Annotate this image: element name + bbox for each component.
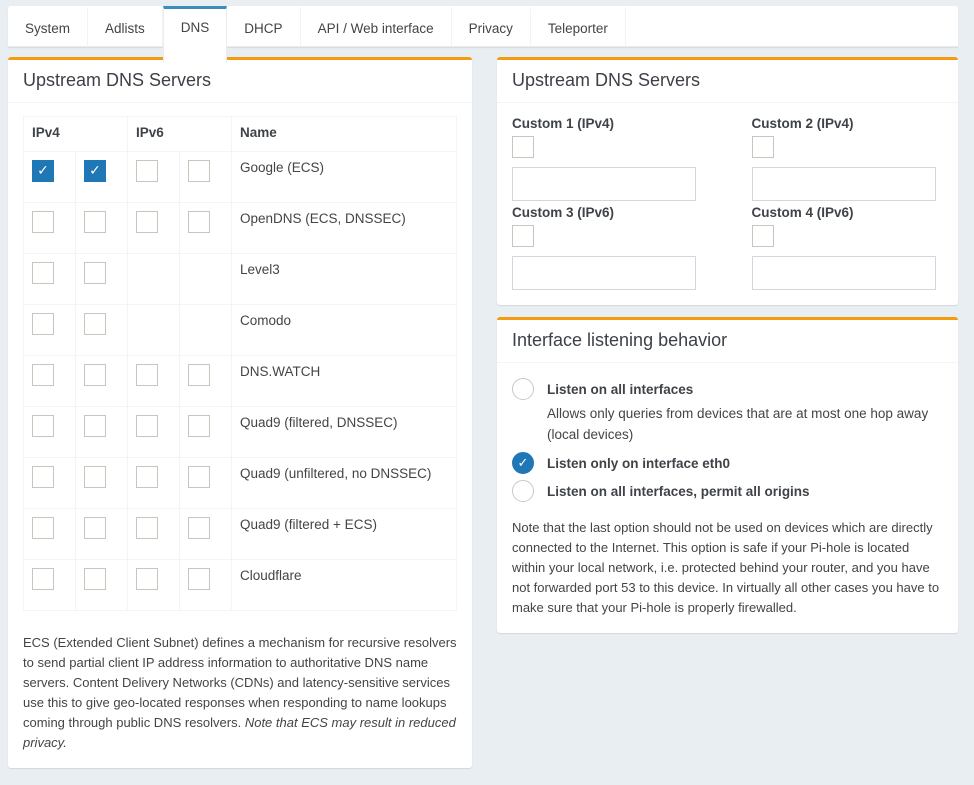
tab-api-web-interface[interactable] [301, 6, 452, 47]
ipv4-checkbox[interactable] [84, 262, 106, 284]
upstream-dns-table [23, 116, 457, 611]
table-header-row [24, 117, 457, 152]
ipv6-checkbox[interactable] [188, 211, 210, 233]
ipv6-checkbox[interactable] [136, 364, 158, 386]
tab-dhcp[interactable] [227, 6, 300, 47]
panel-header [8, 60, 472, 103]
custom-enable-checkbox[interactable] [512, 225, 534, 247]
tab-label: DHCP [244, 20, 283, 36]
checkbox-cell [128, 305, 180, 356]
custom-dns-input[interactable] [512, 167, 696, 201]
ipv6-checkbox[interactable] [136, 415, 158, 437]
checkbox-cell [24, 305, 76, 356]
option-label: Listen on all interfaces, permit all origins [547, 483, 810, 499]
custom-dns-field-4 [752, 205, 944, 290]
checkbox-cell [76, 254, 128, 305]
custom-dns-input[interactable] [752, 256, 936, 290]
checkbox-cell [180, 458, 232, 509]
ipv4-checkbox[interactable] [84, 313, 106, 335]
tab-label: System [25, 20, 71, 36]
checkbox-cell [24, 356, 76, 407]
checkbox-cell [128, 407, 180, 458]
ipv4-checkbox[interactable] [84, 364, 106, 386]
custom-field-label: Custom 3 (IPv6) [512, 205, 615, 220]
ipv4-checkbox[interactable] [32, 211, 54, 233]
checkbox-cell [76, 356, 128, 407]
custom-dns-input[interactable] [512, 256, 696, 290]
dns-server-row [24, 254, 457, 305]
ipv4-checkbox[interactable] [32, 364, 54, 386]
ipv6-checkbox[interactable] [188, 517, 210, 539]
settings-tab-bar [8, 6, 958, 47]
dns-server-row [24, 152, 457, 203]
checkbox-cell [180, 254, 232, 305]
tab-adlists[interactable] [88, 6, 163, 47]
tab-label: Privacy [468, 20, 513, 36]
checkbox-cell [24, 203, 76, 254]
dns-server-name: Comodo [232, 305, 457, 356]
ipv4-checkbox[interactable] [32, 160, 54, 182]
checkbox-cell [76, 152, 128, 203]
ipv6-checkbox[interactable] [188, 415, 210, 437]
option-label: Listen on all interfaces [547, 381, 694, 397]
ipv4-checkbox[interactable] [32, 415, 54, 437]
col-header-ipv4: IPv4 [24, 117, 128, 152]
checkbox-cell [24, 254, 76, 305]
ipv6-checkbox[interactable] [188, 160, 210, 182]
interface-warning-note: Note that the last option should not be used on devices which are directly connected to the Internet. This option is safe if your Pi-hole is located within your local network, i.e. protected behind your router, and you have not forwarded port 53 to this device. In virtually all other cases you have to make sure that your Pi-hole is properly firewalled. [512, 520, 940, 615]
dns-server-name: OpenDNS (ECS, DNSSEC) [232, 203, 457, 254]
tab-label: Teleporter [547, 20, 608, 36]
dns-server-name: Quad9 (filtered, DNSSEC) [232, 407, 457, 458]
ipv4-checkbox[interactable] [84, 568, 106, 590]
custom-dns-field-1 [512, 116, 704, 201]
dns-server-row [24, 458, 457, 509]
checkbox-cell [24, 458, 76, 509]
ipv6-checkbox[interactable] [136, 466, 158, 488]
dns-server-row [24, 407, 457, 458]
checkbox-cell [128, 203, 180, 254]
checkbox-cell [24, 509, 76, 560]
listening-option-listen-only-on-interface-eth0 [512, 452, 943, 474]
ipv4-checkbox[interactable] [32, 517, 54, 539]
dns-server-name: Quad9 (unfiltered, no DNSSEC) [232, 458, 457, 509]
ipv6-checkbox[interactable] [136, 211, 158, 233]
custom-dns-input[interactable] [752, 167, 936, 201]
custom-dns-field-2 [752, 116, 944, 201]
option-label: Listen only on interface eth0 [547, 455, 731, 471]
checkbox-cell [128, 560, 180, 611]
ipv4-checkbox[interactable] [32, 568, 54, 590]
ipv4-checkbox[interactable] [84, 517, 106, 539]
checkbox-cell [128, 509, 180, 560]
checkbox-cell [180, 356, 232, 407]
checkbox-cell [180, 509, 232, 560]
checkbox-cell [24, 560, 76, 611]
ecs-privacy-note: Note that ECS may result in reduced privacy. [23, 715, 456, 750]
dns-server-name: Google (ECS) [232, 152, 457, 203]
custom-dns-field-3 [512, 205, 704, 290]
upstream-dns-table-panel [8, 57, 472, 768]
ipv4-checkbox[interactable] [84, 466, 106, 488]
custom-enable-checkbox[interactable] [752, 225, 774, 247]
ipv4-checkbox[interactable] [32, 313, 54, 335]
tab-system[interactable] [8, 6, 88, 47]
ipv4-checkbox[interactable] [32, 262, 54, 284]
dns-server-name: DNS.WATCH [232, 356, 457, 407]
ipv6-checkbox[interactable] [188, 364, 210, 386]
dns-server-row [24, 560, 457, 611]
custom-enable-checkbox[interactable] [512, 136, 534, 158]
dns-server-row [24, 203, 457, 254]
custom-dns-panel [497, 57, 958, 305]
checkbox-cell [180, 407, 232, 458]
panel-title: Upstream DNS Servers [23, 70, 212, 90]
panel-title: Interface listening behavior [512, 330, 728, 350]
dns-server-row [24, 356, 457, 407]
checkbox-cell [76, 509, 128, 560]
option-description: Allows only queries from devices that are at most one hop away (local devices) [547, 406, 929, 442]
dns-server-name: Cloudflare [232, 560, 457, 611]
ipv4-checkbox[interactable] [84, 211, 106, 233]
listening-option-listen-on-all-interfaces [512, 378, 943, 400]
dns-server-name: Level3 [232, 254, 457, 305]
panel-title: Upstream DNS Servers [512, 70, 701, 90]
tab-privacy[interactable] [452, 6, 531, 47]
custom-field-label: Custom 1 (IPv4) [512, 116, 615, 131]
checkbox-cell [76, 458, 128, 509]
checkbox-cell [128, 254, 180, 305]
checkbox-cell [180, 560, 232, 611]
checkbox-cell [128, 356, 180, 407]
checkbox-cell [76, 407, 128, 458]
dns-server-row [24, 509, 457, 560]
radio-button[interactable] [512, 378, 534, 400]
checkbox-cell [128, 458, 180, 509]
radio-button[interactable] [512, 480, 534, 502]
ipv4-checkbox[interactable] [32, 466, 54, 488]
listening-option-listen-on-all-interfaces-permit-all-origins [512, 480, 943, 502]
ipv4-checkbox[interactable] [84, 160, 106, 182]
ipv6-checkbox[interactable] [136, 568, 158, 590]
tab-label: API / Web interface [317, 20, 434, 36]
ipv6-checkbox[interactable] [188, 466, 210, 488]
checkbox-cell [76, 305, 128, 356]
checkbox-cell [180, 152, 232, 203]
tab-teleporter[interactable] [531, 6, 626, 47]
tab-label: Adlists [105, 20, 145, 36]
tab-dns[interactable] [163, 6, 228, 63]
ecs-explanation-text: ECS (Extended Client Subnet) defines a mechanism for recursive resolvers to send partial client IP address information to authoritative DNS name servers. Content Delivery Networks (CDNs) and latency-sensitive services use this to give geo-located responses when responding to name lookups coming through public DNS resolvers. [23, 635, 457, 730]
dns-server-row [24, 305, 457, 356]
ipv6-checkbox[interactable] [136, 160, 158, 182]
radio-button[interactable] [512, 452, 534, 474]
col-header-name: Name [232, 117, 457, 152]
settings-columns [8, 57, 958, 780]
checkbox-cell [180, 305, 232, 356]
checkbox-cell [76, 203, 128, 254]
interface-listening-panel [497, 317, 958, 633]
custom-enable-checkbox[interactable] [752, 136, 774, 158]
panel-header [497, 60, 958, 103]
checkbox-cell [180, 203, 232, 254]
tab-label: DNS [180, 20, 210, 35]
custom-field-label: Custom 2 (IPv4) [751, 116, 854, 131]
checkbox-cell [24, 152, 76, 203]
ipv6-checkbox[interactable] [188, 568, 210, 590]
panel-header [497, 320, 958, 363]
checkbox-cell [128, 152, 180, 203]
custom-field-label: Custom 4 (IPv6) [751, 205, 854, 220]
ecs-explanation [23, 633, 457, 753]
checkbox-cell [76, 560, 128, 611]
ipv6-checkbox[interactable] [136, 517, 158, 539]
ipv4-checkbox[interactable] [84, 415, 106, 437]
dns-server-name: Quad9 (filtered + ECS) [232, 509, 457, 560]
checkbox-cell [24, 407, 76, 458]
col-header-ipv6: IPv6 [128, 117, 232, 152]
